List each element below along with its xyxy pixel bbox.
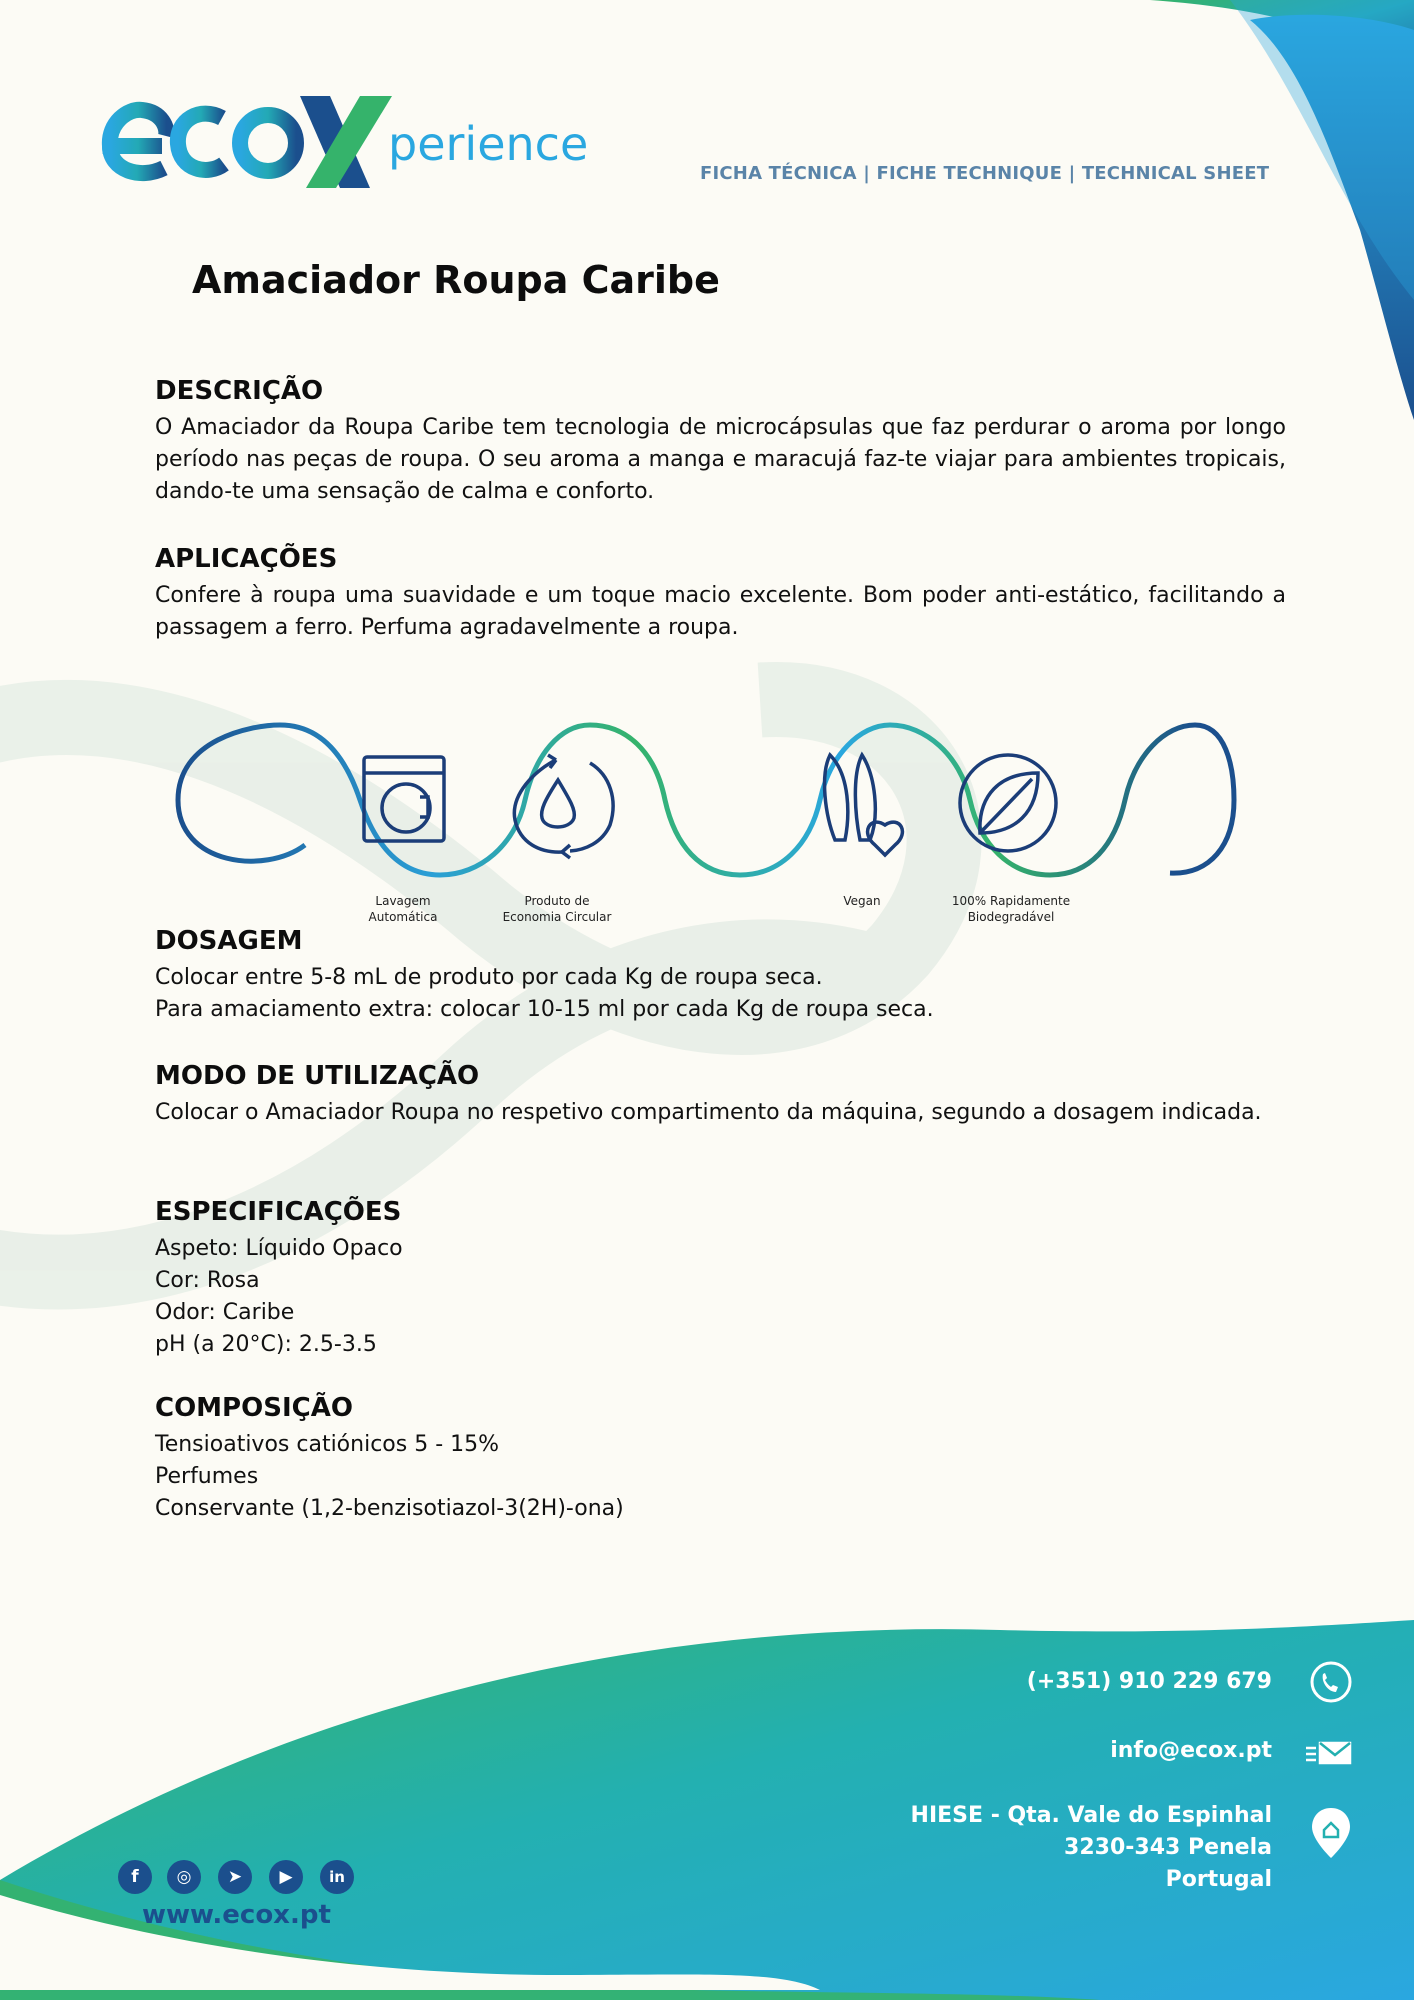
section-text: Colocar o Amaciador Roupa no respetivo compartimento da máquina, segundo a dosagem indicada. bbox=[155, 1100, 1262, 1125]
section-text: O Amaciador da Roupa Caribe tem tecnologia de microcápsulas que faz perdurar o aroma por longo período nas peças de roupa. O seu aroma a manga e maracujá faz-te viajar para ambientes tropicais, dando-te uma sensação de calma e conforto. bbox=[155, 415, 1286, 504]
feature-icons-wave bbox=[170, 715, 1240, 885]
biodegradable-leaf-icon bbox=[960, 755, 1056, 851]
section-modo-utilizacao bbox=[155, 1059, 1286, 1129]
composition-line: Perfumes bbox=[155, 1464, 259, 1489]
contact-address-line-2: 3230-343 Penela bbox=[1064, 1835, 1272, 1860]
contact-address-line-3: Portugal bbox=[1165, 1867, 1272, 1892]
circular-drop-icon bbox=[514, 755, 613, 858]
email-icon bbox=[1306, 1743, 1350, 1763]
section-text: Confere à roupa uma suavidade e um toque macio excelente. Bom poder anti-estático, facilitando a passagem a ferro. Perfuma agradavelmente a roupa. bbox=[155, 583, 1286, 640]
spec-odor: Odor: Caribe bbox=[155, 1300, 295, 1325]
contact-email[interactable]: info@ecox.pt bbox=[1110, 1738, 1272, 1763]
section-heading: DESCRIÇÃO bbox=[155, 376, 324, 406]
vegan-bunny-icon bbox=[825, 755, 903, 855]
section-line: Colocar entre 5-8 mL de produto por cada Kg de roupa seca. bbox=[155, 965, 823, 990]
section-heading: ESPECIFICAÇÕES bbox=[155, 1197, 402, 1227]
washing-machine-icon bbox=[364, 757, 444, 841]
section-dosagem bbox=[155, 924, 1286, 1026]
contact-phone[interactable]: (+351) 910 229 679 bbox=[1026, 1669, 1272, 1694]
composition-line: Conservante (1,2-benzisotiazol-3(2H)-ona) bbox=[155, 1496, 624, 1521]
product-title: Amaciador Roupa Caribe bbox=[192, 258, 720, 302]
section-heading: COMPOSIÇÃO bbox=[155, 1393, 353, 1423]
logo-text: perience bbox=[388, 117, 589, 171]
section-especificacoes bbox=[155, 1195, 1286, 1361]
linkedin-icon[interactable]: in bbox=[320, 1860, 354, 1894]
sheet-label: FICHA TÉCNICA | FICHE TECHNIQUE | TECHNICAL SHEET bbox=[700, 163, 1270, 184]
section-heading: DOSAGEM bbox=[155, 926, 303, 956]
ecox-logo bbox=[100, 88, 620, 198]
section-heading: APLICAÇÕES bbox=[155, 544, 338, 574]
feature-label-biodegradavel: 100% Rapidamente Biodegradável bbox=[951, 894, 1071, 924]
instagram-icon[interactable]: ◎ bbox=[167, 1860, 201, 1894]
feature-label-economia-circular: Produto de Economia Circular bbox=[502, 894, 612, 924]
section-composicao bbox=[155, 1391, 1286, 1525]
facebook-icon[interactable]: f bbox=[118, 1860, 152, 1894]
section-aplicacoes bbox=[155, 542, 1286, 644]
youtube-icon[interactable]: ▶ bbox=[269, 1860, 303, 1894]
feature-label-lavagem: Lavagem Automática bbox=[368, 894, 438, 924]
spec-aspeto: Aspeto: Líquido Opaco bbox=[155, 1236, 403, 1261]
phone-icon bbox=[1312, 1663, 1350, 1701]
contact-icons bbox=[1306, 1660, 1356, 1900]
composition-line: Tensioativos catiónicos 5 - 15% bbox=[155, 1432, 500, 1457]
contact-address-line-1: HIESE - Qta. Vale do Espinhal bbox=[910, 1803, 1272, 1828]
spec-cor: Cor: Rosa bbox=[155, 1268, 260, 1293]
section-descricao bbox=[155, 374, 1286, 508]
section-line: Para amaciamento extra: colocar 10-15 ml por cada Kg de roupa seca. bbox=[155, 997, 934, 1022]
telegram-icon[interactable]: ➤ bbox=[218, 1860, 252, 1894]
location-pin-icon bbox=[1312, 1808, 1350, 1858]
website-link[interactable]: www.ecox.pt bbox=[142, 1900, 331, 1930]
feature-label-vegan: Vegan bbox=[843, 894, 881, 908]
spec-ph: pH (a 20°C): 2.5-3.5 bbox=[155, 1332, 377, 1357]
section-heading: MODO DE UTILIZAÇÃO bbox=[155, 1061, 480, 1091]
